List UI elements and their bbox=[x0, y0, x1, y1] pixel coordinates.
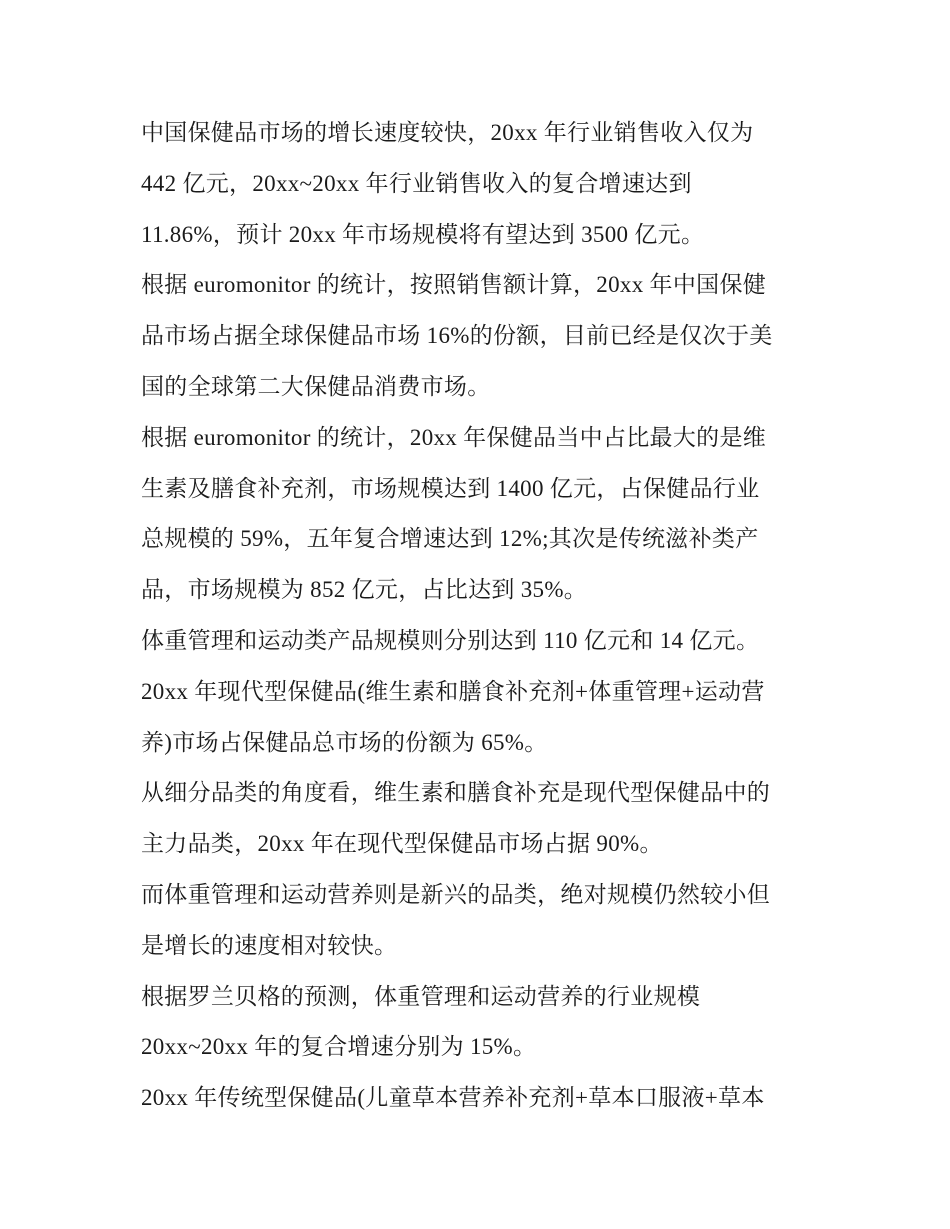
text-line: 根据罗兰贝格的预测，体重管理和运动营养的行业规模 bbox=[141, 983, 701, 1009]
text-line: 20xx 年现代型保健品(维生素和膳食补充剂+体重管理+运动营 bbox=[141, 678, 765, 704]
text-line: 养)市场占保健品总市场的份额为 65%。 bbox=[141, 729, 548, 755]
text-line: 根据 euromonitor 的统计，20xx 年保健品当中占比最大的是维 bbox=[141, 424, 767, 450]
text-line: 总规模的 59%，五年复合增速达到 12%;其次是传统滋补类产 bbox=[141, 526, 759, 552]
document-body bbox=[141, 108, 821, 1124]
text-line: 根据 euromonitor 的统计，按照销售额计算，20xx 年中国保健 bbox=[141, 272, 767, 298]
text-line: 体重管理和运动类产品规模则分别达到 110 亿元和 14 亿元。 bbox=[141, 627, 760, 653]
text-line: 20xx 年传统型保健品(儿童草本营养补充剂+草本口服液+草本 bbox=[141, 1085, 765, 1111]
text-line: 20xx~20xx 年的复合增速分别为 15%。 bbox=[141, 1034, 537, 1060]
text-line: 品市场占据全球保健品市场 16%的份额，目前已经是仅次于美 bbox=[141, 323, 773, 349]
text-line: 中国保健品市场的增长速度较快，20xx 年行业销售收入仅为 bbox=[141, 120, 754, 145]
text-line: 国的全球第二大保健品消费市场。 bbox=[141, 373, 491, 399]
text-line: 生素及膳食补充剂，市场规模达到 1400 亿元，占保健品行业 bbox=[141, 475, 760, 501]
text-line: 品，市场规模为 852 亿元，占比达到 35%。 bbox=[141, 577, 588, 603]
text-line: 是增长的速度相对较快。 bbox=[141, 932, 398, 958]
text-line: 442 亿元，20xx~20xx 年行业销售收入的复合增速达到 bbox=[141, 170, 692, 196]
text-line: 11.86%，预计 20xx 年市场规模将有望达到 3500 亿元。 bbox=[141, 221, 705, 247]
text-line: 从细分品类的角度看，维生素和膳食补充是现代型保健品中的 bbox=[141, 780, 771, 806]
text-line: 主力品类，20xx 年在现代型保健品市场占据 90%。 bbox=[141, 831, 663, 857]
text-line: 而体重管理和运动营养则是新兴的品类，绝对规模仍然较小但 bbox=[141, 881, 771, 907]
